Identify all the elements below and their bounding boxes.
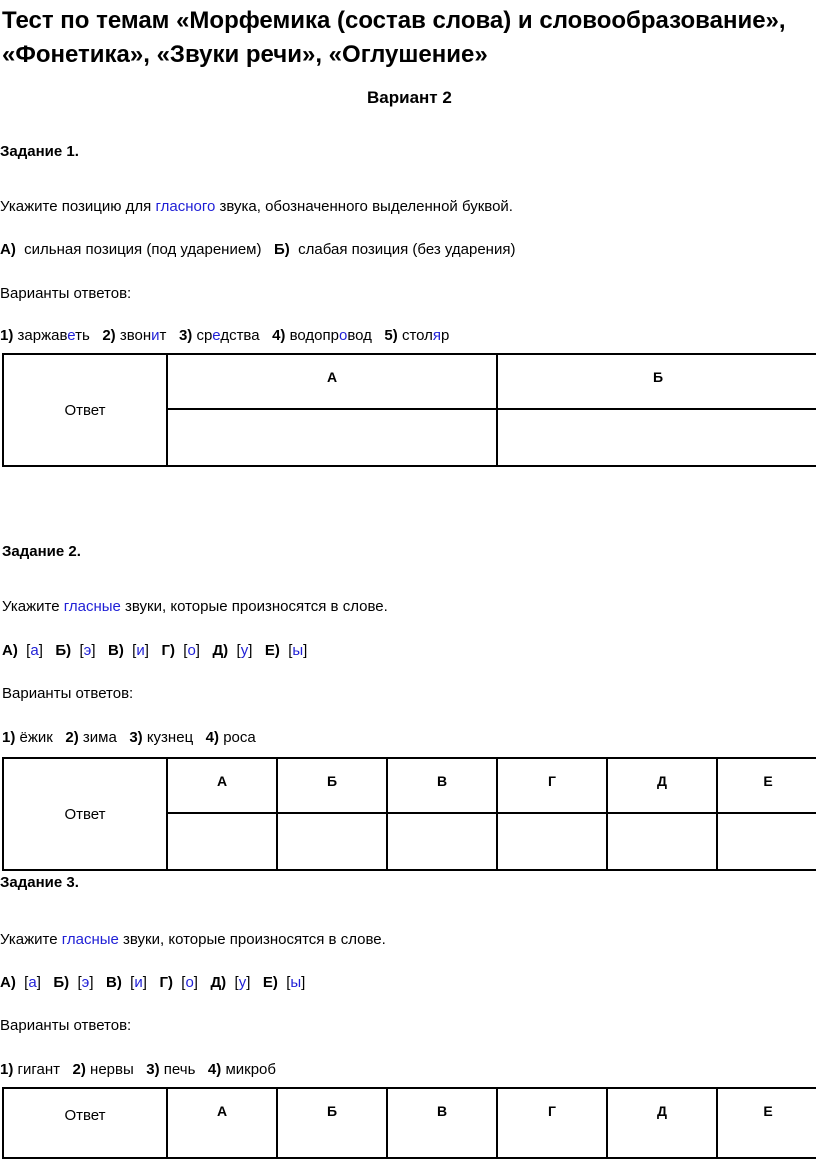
sound-option: А) [а]	[0, 974, 41, 991]
word-option	[272, 327, 372, 344]
word-text: гигант	[17, 1061, 61, 1078]
table-header-col-4: Г	[497, 1088, 607, 1158]
sound-label: А)	[2, 642, 18, 659]
highlighted-letter: и	[151, 327, 160, 344]
sound-symbol: и	[136, 642, 145, 659]
word-option	[384, 327, 449, 344]
sound-label: В)	[106, 974, 122, 991]
word-number: 1)	[0, 1061, 14, 1078]
sound-label: Б)	[53, 974, 70, 991]
word-number: 2)	[102, 327, 116, 344]
word-number: 3)	[129, 729, 143, 746]
sound-label: Е)	[264, 642, 280, 659]
task-2-word-list	[2, 729, 256, 746]
table-header-col-3: В	[387, 758, 497, 813]
word-option	[0, 327, 90, 344]
word-option	[129, 729, 193, 746]
sound-symbol: э	[83, 642, 92, 659]
word-option	[102, 327, 166, 344]
task-1-answer-table	[2, 353, 816, 467]
word-option	[0, 1061, 60, 1078]
task-3-word-list	[0, 1061, 276, 1078]
sound-option: Г) [о]	[161, 642, 200, 659]
task-2-variants-label: Варианты ответов:	[2, 685, 134, 702]
answer-label: Ответ	[3, 1088, 167, 1158]
word-option	[206, 729, 256, 746]
word-option	[73, 1061, 134, 1078]
sound-symbol: о	[187, 642, 196, 659]
table-header-col-1: А	[167, 758, 277, 813]
sound-option: Д) [у]	[212, 642, 253, 659]
task-1-variants-label: Варианты ответов:	[0, 285, 132, 302]
table-header-col-6: Е	[717, 758, 816, 813]
word-number: 2)	[72, 1061, 86, 1078]
task-1-options: А) сильная позиция (под ударением) Б) слабая позиция (без ударения)	[0, 241, 516, 258]
sound-option: Е) [ы]	[262, 974, 306, 991]
word-part: водопр	[289, 327, 339, 344]
word-number: 4)	[205, 729, 220, 746]
table-header-col-6: Е	[717, 1088, 816, 1158]
word-option	[146, 1061, 195, 1078]
task-3-heading: Задание 3.	[0, 874, 79, 891]
sound-option: В) [и]	[106, 974, 147, 991]
table-header-col-3: В	[387, 1088, 497, 1158]
sound-label: Г)	[161, 642, 175, 659]
table-header-col-5: Д	[607, 758, 717, 813]
word-number: 5)	[384, 327, 398, 344]
word-option	[208, 1061, 276, 1078]
word-part: дства	[220, 327, 260, 344]
sound-symbol: у	[238, 974, 247, 991]
word-text: нервы	[90, 1061, 134, 1078]
answer-cell[interactable]	[387, 813, 497, 870]
word-number: 3)	[178, 327, 193, 344]
sound-label: Д)	[210, 974, 227, 991]
task-3-answer-table	[2, 1087, 816, 1159]
task-2-highlight: гласные	[63, 598, 121, 615]
sound-option: А) [а]	[2, 642, 43, 659]
task-2-answer-table	[2, 757, 816, 871]
word-part: ть	[75, 327, 90, 344]
task-1-highlight: гласного	[155, 198, 216, 215]
answer-cell[interactable]	[277, 813, 387, 870]
task-1-heading: Задание 1.	[0, 143, 79, 160]
sound-option: Д) [у]	[210, 974, 251, 991]
sound-symbol: и	[134, 974, 143, 991]
word-part: ср	[196, 327, 213, 344]
sound-label: Б)	[55, 642, 72, 659]
sound-symbol: а	[28, 974, 37, 991]
word-text: роса	[223, 729, 256, 746]
page-title-line-1: Тест по темам «Морфемика (состав слова) и словообразование»,	[2, 7, 786, 34]
sound-symbol: ы	[290, 974, 302, 991]
answer-cell-b[interactable]	[497, 409, 816, 466]
word-number: 3)	[146, 1061, 160, 1078]
word-option	[179, 327, 260, 344]
answer-cell[interactable]	[167, 813, 277, 870]
word-number: 1)	[2, 729, 16, 746]
answer-cell[interactable]	[497, 813, 607, 870]
task-1-word-list	[0, 327, 449, 344]
sound-option: Б) [э]	[53, 974, 94, 991]
task-3-sound-options	[0, 974, 305, 991]
table-header-col-2: Б	[277, 758, 387, 813]
word-part: заржав	[17, 327, 68, 344]
page-title-line-2: «Фонетика», «Звуки речи», «Оглушение»	[2, 41, 488, 68]
task-2-sound-options	[2, 642, 307, 659]
sound-option: Г) [о]	[159, 974, 198, 991]
sound-option: Е) [ы]	[264, 642, 308, 659]
word-text: печь	[163, 1061, 196, 1078]
word-option	[65, 729, 116, 746]
sound-label: А)	[0, 974, 16, 991]
task-2-prompt: Укажите гласные звуки, которые произносятся в слове.	[2, 598, 388, 615]
word-option	[2, 729, 53, 746]
task-3-variants-label: Варианты ответов:	[0, 1017, 132, 1034]
table-header-col-2: Б	[277, 1088, 387, 1158]
answer-cell-a[interactable]	[167, 409, 497, 466]
sound-option: В) [и]	[108, 642, 149, 659]
sound-label: В)	[108, 642, 124, 659]
word-part: звон	[119, 327, 152, 344]
highlighted-letter: е	[67, 327, 76, 344]
answer-cell[interactable]	[717, 813, 816, 870]
answer-cell[interactable]	[607, 813, 717, 870]
highlighted-letter: я	[432, 327, 442, 344]
sound-symbol: а	[30, 642, 39, 659]
sound-symbol: у	[240, 642, 249, 659]
task-2-heading: Задание 2.	[2, 543, 81, 560]
word-part: р	[441, 327, 450, 344]
task-3-highlight: гласные	[61, 931, 119, 948]
sound-label: Е)	[262, 974, 278, 991]
word-text: ёжик	[19, 729, 53, 746]
sound-option: Б) [э]	[55, 642, 96, 659]
variant-heading: Вариант 2	[367, 88, 452, 107]
word-number: 1)	[0, 327, 14, 344]
word-number: 4)	[207, 1061, 222, 1078]
answer-label: Ответ	[3, 354, 167, 466]
table-header-b: Б	[497, 354, 816, 409]
word-number: 2)	[65, 729, 79, 746]
highlighted-letter: о	[338, 327, 348, 344]
task-3-prompt: Укажите гласные звуки, которые произносятся в слове.	[0, 931, 386, 948]
answer-label: Ответ	[3, 758, 167, 870]
sound-symbol: ы	[292, 642, 304, 659]
word-number: 4)	[272, 327, 286, 344]
word-text: микроб	[225, 1061, 276, 1078]
sound-symbol: э	[81, 974, 90, 991]
word-part: т	[159, 327, 167, 344]
word-part: вод	[347, 327, 372, 344]
table-header-col-1: А	[167, 1088, 277, 1158]
word-part: стол	[401, 327, 433, 344]
table-header-col-4: Г	[497, 758, 607, 813]
sound-symbol: о	[185, 974, 194, 991]
table-header-a: А	[167, 354, 497, 409]
sound-label: Г)	[159, 974, 173, 991]
task-1-prompt: Укажите позицию для гласного звука, обозначенного выделенной буквой.	[0, 198, 513, 215]
table-header-col-5: Д	[607, 1088, 717, 1158]
sound-label: Д)	[212, 642, 229, 659]
word-text: зима	[82, 729, 117, 746]
word-text: кузнец	[146, 729, 194, 746]
highlighted-letter: е	[212, 327, 221, 344]
